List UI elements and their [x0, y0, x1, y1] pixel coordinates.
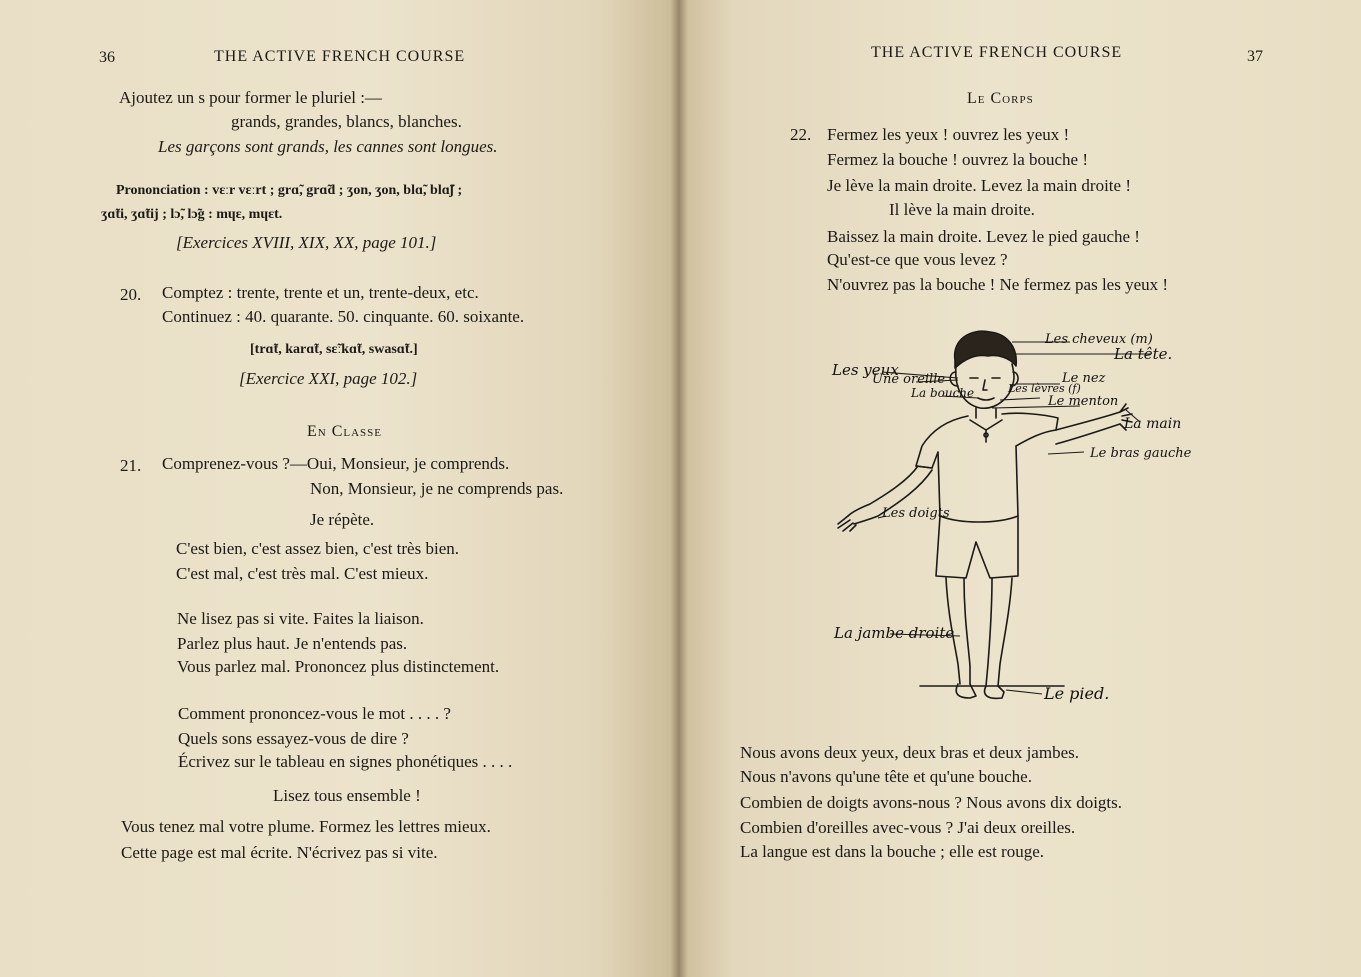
- item-number-22: 22.: [790, 125, 812, 144]
- item-21-line-4: C'est bien, c'est assez bien, c'est très bien.: [176, 539, 459, 558]
- label-les-cheveux: Les cheveux (m): [1045, 332, 1153, 347]
- item-21-line-10: Quels sons essayez-vous de dire ?: [178, 729, 409, 748]
- label-les-yeux: Les yeux: [832, 361, 899, 379]
- label-la-tete: La tête.: [1114, 345, 1173, 363]
- closing-line-4: Combien d'oreilles avec-vous ? J'ai deux oreilles.: [740, 818, 1076, 837]
- label-la-main: La main: [1124, 416, 1182, 432]
- closing-line-3: Combien de doigts avons-nous ? Nous avons dix doigts.: [740, 793, 1123, 812]
- item-20-phonetics: [trɑ̃t, karɑ̃t, sɛ̃ːkɑ̃t, swasɑ̃t.]: [250, 342, 418, 357]
- plural-sentence: Les garçons sont grands, les cannes sont longues.: [158, 137, 498, 156]
- section-title-le-corps: Le Corps: [967, 90, 1034, 107]
- running-head-right: THE ACTIVE FRENCH COURSE: [871, 44, 1123, 61]
- plural-rule: Ajoutez un s pour former le pluriel :—: [119, 88, 382, 107]
- page-number-left: 36: [99, 49, 115, 66]
- label-une-oreille: Une oreille: [872, 372, 946, 387]
- item-21-line-2: Non, Monsieur, je ne comprends pas.: [310, 479, 564, 498]
- item-21-line-14: Cette page est mal écrite. N'écrivez pas si vite.: [121, 843, 438, 862]
- pronunciation-line-2: ʒɑ̃ti, ʒɑ̃tij ; lɔ̃, lɔ̃g : mɥɛ, mɥɛt.: [101, 207, 283, 222]
- exercises-reference-2: [Exercice XXI, page 102.]: [239, 369, 418, 388]
- plural-examples: grands, grandes, blancs, blanches.: [231, 112, 462, 131]
- item-number-21: 21.: [120, 456, 142, 475]
- item-20-line-2: Continuez : 40. quarante. 50. cinquante. 60. soixante.: [162, 307, 525, 326]
- item-number-20: 20.: [120, 285, 142, 304]
- label-le-nez: Le nez: [1062, 371, 1106, 386]
- item-21-line-11: Écrivez sur le tableau en signes phonétiques . . . .: [178, 752, 513, 771]
- item-21-line-12: Lisez tous ensemble !: [273, 786, 421, 805]
- label-les-levres: Les lèvres (f): [1008, 382, 1081, 395]
- closing-line-5: La langue est dans la bouche ; elle est rouge.: [740, 842, 1044, 861]
- label-les-doigts: Les doigts: [882, 506, 950, 521]
- label-le-bras-gauche: Le bras gauche: [1090, 446, 1192, 461]
- item-22-line-3: Je lève la main droite. Levez la main droite !: [827, 176, 1131, 195]
- closing-line-2: Nous n'avons qu'une tête et qu'une bouche.: [740, 767, 1032, 786]
- running-head-left: THE ACTIVE FRENCH COURSE: [214, 48, 466, 65]
- closing-line-1: Nous avons deux yeux, deux bras et deux jambes.: [740, 743, 1079, 762]
- item-22-line-7: N'ouvrez pas la bouche ! Ne fermez pas les yeux !: [827, 275, 1169, 294]
- section-title-en-classe: En Classe: [307, 423, 383, 440]
- label-le-menton: Le menton: [1048, 394, 1119, 409]
- label-la-jambe-droite: La jambe droite: [834, 624, 955, 642]
- item-22-line-1: Fermez les yeux ! ouvrez les yeux !: [827, 125, 1070, 144]
- left-page: [0, 0, 680, 977]
- label-la-bouche: La bouche: [911, 386, 975, 400]
- book-gutter: [670, 0, 688, 977]
- right-page: [680, 0, 1361, 977]
- item-22-line-4: Il lève la main droite.: [889, 200, 1035, 219]
- pronunciation-line-1: Prononciation : vɛːr vɛːrt ; grɑ̃, grɑ̃d ; ʒon, ʒon, blɑ̃, blɑ̃ʃ ;: [116, 183, 463, 198]
- item-21-line-1: Comprenez-vous ?—Oui, Monsieur, je comprends.: [162, 454, 510, 473]
- exercises-reference-1: [Exercices XVIII, XIX, XX, page 101.]: [176, 233, 437, 252]
- item-21-line-13: Vous tenez mal votre plume. Formez les lettres mieux.: [121, 817, 491, 836]
- label-le-pied: Le pied.: [1044, 684, 1110, 703]
- item-21-line-7: Parlez plus haut. Je n'entends pas.: [177, 634, 408, 653]
- item-22-line-2: Fermez la bouche ! ouvrez la bouche !: [827, 150, 1089, 169]
- item-21-line-3: Je répète.: [310, 510, 375, 529]
- item-21-line-5: C'est mal, c'est très mal. C'est mieux.: [176, 564, 429, 583]
- item-21-line-6: Ne lisez pas si vite. Faites la liaison.: [177, 609, 424, 628]
- page-number-right: 37: [1247, 48, 1263, 65]
- item-20-line-1: Comptez : trente, trente et un, trente-deux, etc.: [162, 283, 479, 302]
- item-22-line-5: Baissez la main droite. Levez le pied gauche !: [827, 227, 1140, 246]
- item-22-line-6: Qu'est-ce que vous levez ?: [827, 250, 1008, 269]
- item-21-line-8: Vous parlez mal. Prononcez plus distinctement.: [177, 657, 500, 676]
- item-21-line-9: Comment prononcez-vous le mot . . . . ?: [178, 704, 451, 723]
